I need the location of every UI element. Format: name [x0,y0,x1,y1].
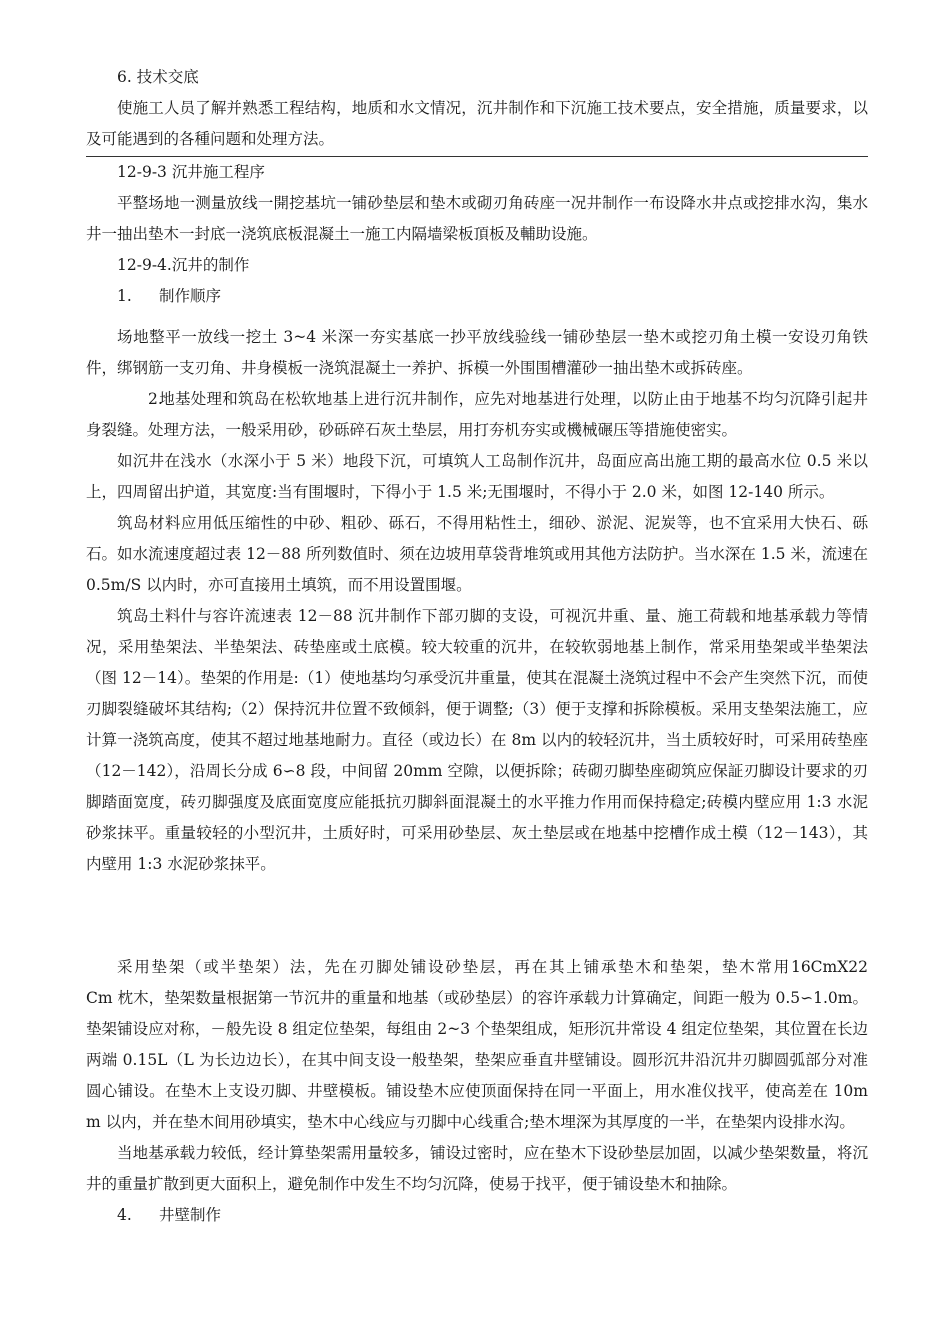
paragraph-pad-frame-first-line: 采用垫架（或半垫架）法，先在刃脚处铺设砂垫层，再在其上铺承垫木和垫架，垫木常用 [117,958,791,976]
section-12-9-3-heading: 12-9-3 沉井施工程序 [117,163,265,181]
paragraph-island-material: 筑岛材料应用低压缩性的中砂、粗砂、砾石，不得用粘性土，细砂、淤泥、泥炭等，也不宜采用大快石、砾石。如水流速度超过表 12－88 所列数值时、须在边坡用草袋背堆筑或用其他方法防护。当水深在 1.5 米，流速在 0.5m/S 以内时，亦可直接用土填筑，而不用设置围堰。 [86,514,868,594]
item-1-number: 1. [117,287,132,305]
item-2-paragraph [86,384,868,446]
item-2-body: 地基处理和筑岛在松软地基上进行沉井制作，应先对地基进行处理，以防止由于地基不均匀沉降引起井身裂缝。处理方法，一般采用砂，砂砾碎石灰土垫层，用打夯机夯实或機械碾压等措施使密实。 [86,390,868,439]
paragraph-cutting-edge-support: 筑岛土料什与容许流速表 12－88 沉井制作下部刃脚的支设，可视沉井重、量、施工荷载和地基承载力等情况，采用垫架法、半垫架法、砖垫座或土底模。较大较重的沉井，在较软弱地基上制作，常采用垫架或半垫架法（图 12－14）。垫架的作用是:（1）使地基均匀承受沉井重量，使其在混凝土浇筑过程中不会产生突然下沉，而使刃脚裂缝破坏其结构;（2）保持沉井位置不致倾斜，便于调整;（3）便于支撑和拆除模板。采用支垫架法施工，应计算一浇筑高度，使其不超过地基地耐力。直径（或边长）在 8m 以内的较轻沉井，当土质较好时，可采用砖垫座（12－142），沿周长分成 6∽8 段，中间留 20mm 空隙，以便拆除；砖砌刃脚垫座砌筑应保証刃脚设计要求的刃脚踏面宽度，砖刃脚强度及底面宽度应能抵抗刃脚斜面混凝土的水平推力作用而保持稳定;砖模内壁应用 1:3 水泥砂浆抹平。重量较轻的小型沉井，土质好时，可采用砂垫层、灰土垫层或在地基中挖槽作成土模（12－143），其内壁用 1:3 水泥砂浆抹平。 [86,607,868,873]
paragraph-pad-frame-method [86,952,868,1138]
item-2-number: 2. [148,390,163,408]
section-12-9-4-heading: 12-9-4.沉井的制作 [117,256,250,274]
section-6-heading: 6. 技术交底 [117,68,199,86]
paragraph-weak-foundation: 当地基承载力较低，经计算垫架需用量较多，铺设过密时，应在垫木下设砂垫层加固，以减少垫架数量，将沉井的重量扩散到更大面积上，避免制作中发生不均匀沉降，使易于找平，便于铺设垫木和抽除。 [86,1144,868,1193]
item-4-number: 4. [117,1206,132,1224]
section-12-9-3-body: 平整场地一测量放线一開挖基坑一铺砂垫层和垫木或砌刃角砖座一况井制作一布设降水井点或挖排水沟，集水井一抽出垫木一封底一浇筑底板混凝土一施工内隔墙梁板頂板及輔助设施。 [86,194,868,243]
item-1-title: 制作顺序 [159,287,222,305]
paragraph-pad-frame-rest: 16CmX22Cm 枕木，垫架数量根据第一节沉井的重量和地基（或砂垫层）的容许承载力计算确定，间距一般为 0.5∽1.0m。垫架铺设应对称，－般先设 8 组定位垫架，每组由 2~3 个垫架组成，矩形沉井常设 4 组定位垫架，其位置在长边两端 0.15L（L 为长边边长），在其中间支设一般垫架，垫架应垂直井壁铺设。圆形沉井沿沉井刃脚圆弧部分对准圆心铺设。在垫木上支设刃脚、井壁模板。铺设垫木应使顶面保持在同一平面上，用水准仪找平，使高差在 10mm 以内，并在垫木间用砂填实，垫木中心线应与刃脚中心线重合;垫木埋深为其厚度的一半，在垫架内设排水沟。 [86,958,868,1131]
section-6-body: 使施工人员了解并熟悉工程结构，地质和水文情况，沉井制作和下沉施工技术要点，安全措施，质量要求，以及可能遇到的各種问题和处理方法。 [86,99,868,148]
item-1-body [86,322,868,384]
item-1-heading [86,281,868,312]
spacer [86,312,868,322]
item-4-title: 井壁制作 [159,1206,222,1224]
document-page [86,62,868,1231]
paragraph-artificial-island: 如沉井在浅水（水深小于 5 米）地段下沉，可填筑人工岛制作沉井，岛面应高出施工期的最高水位 0.5 米以上，四周留出护道，其宽度:当有围堰时，下得小于 1.5 米;无围堰时，不得小于 2.0 米，如图 12-140 所示。 [86,452,868,501]
item-1-body-text: 场地整平一放线一挖土 3~4 米深一夯实基底一抄平放线验线一铺砂垫层一垫木或挖刃角土模一安设刃角铁件，绑钢筋一支刃角、井身模板一浇筑混凝土一养护、拆模一外围围槽灌砂一抽出垫木或拆砖座。 [86,328,868,377]
blank-gap [86,880,868,952]
item-4-heading [86,1200,868,1231]
